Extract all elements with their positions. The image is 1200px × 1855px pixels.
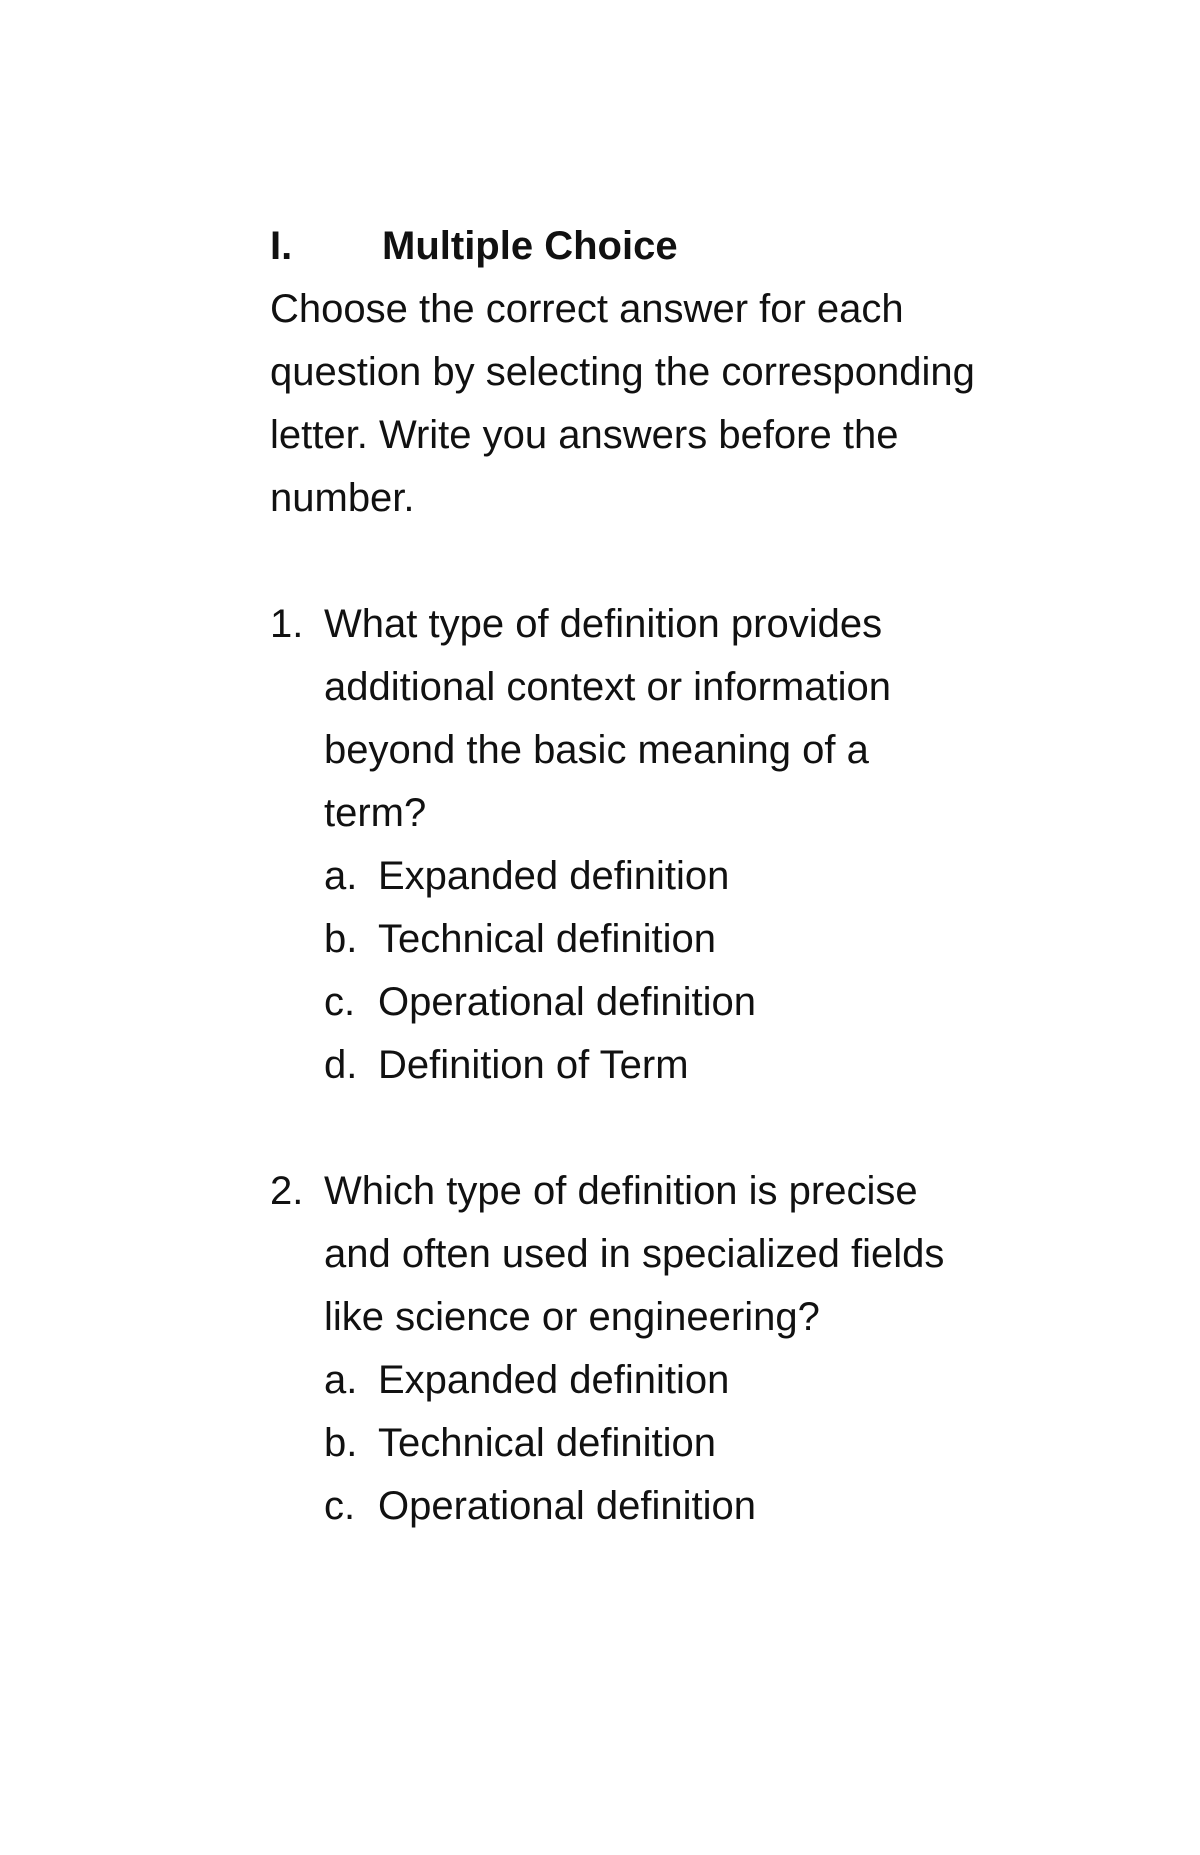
spacer [270,530,1030,593]
choice-b[interactable] [324,1412,974,1475]
choice-letter: b. [324,917,358,961]
choice-letter: c. [324,980,356,1024]
choice-b[interactable] [324,908,974,971]
question-text: Which type of definition is precise and often used in specialized fields like science or engineering? [324,1169,945,1339]
choice-c[interactable] [324,1475,974,1538]
instructions-text: Choose the correct answer for each question by selecting the corresponding letter. Write you answers before the number. [270,287,975,520]
question-1 [270,593,1030,1097]
choice-list [324,1349,974,1538]
choice-list [324,845,974,1097]
choice-text: Expanded definition [378,854,730,898]
question-text: What type of definition provides additional context or information beyond the basic meaning of a term? [324,602,891,835]
choice-c[interactable] [324,971,974,1034]
question-2 [270,1160,1030,1538]
choice-letter: a. [324,854,358,898]
choice-letter: c. [324,1484,356,1528]
choice-d[interactable] [324,1034,974,1097]
question-body [324,593,974,1097]
choice-letter: a. [324,1358,358,1402]
question-number: 2. [270,1169,304,1213]
section-title: Multiple Choice [382,224,678,268]
choice-a[interactable] [324,845,974,908]
choice-a[interactable] [324,1349,974,1412]
spacer [270,1097,1030,1160]
choice-text: Technical definition [378,1421,716,1465]
section-numeral: I. [270,224,293,268]
choice-text: Operational definition [378,1484,757,1528]
choice-text: Operational definition [378,980,757,1024]
choice-text: Definition of Term [378,1043,689,1087]
question-number: 1. [270,602,304,646]
choice-text: Technical definition [378,917,716,961]
document-page [270,215,1030,1538]
question-body [324,1160,974,1538]
choice-text: Expanded definition [378,1358,730,1402]
section-heading [270,215,1030,278]
choice-letter: b. [324,1421,358,1465]
choice-letter: d. [324,1043,358,1087]
